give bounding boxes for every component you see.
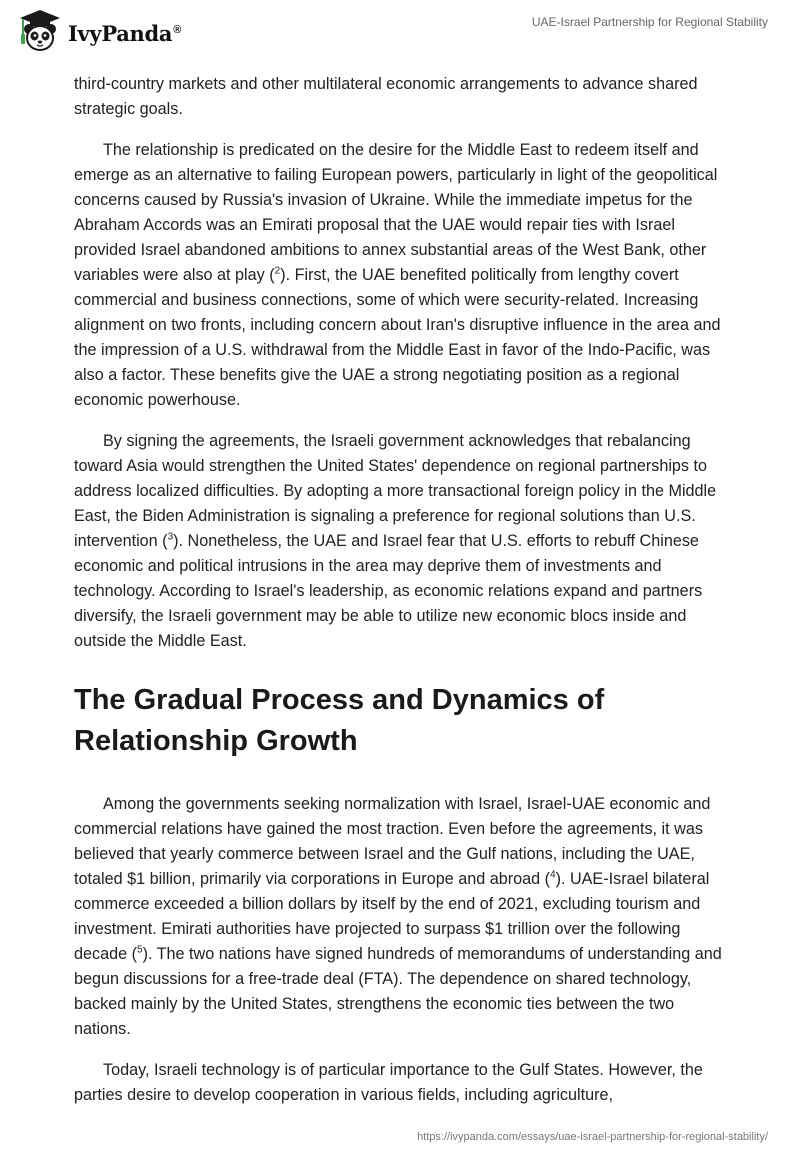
citation-3[interactable]: 3 [167, 531, 174, 543]
panda-graduate-icon [16, 8, 64, 52]
citation-5[interactable]: 5 [137, 944, 143, 956]
page-header [0, 0, 800, 60]
paragraph-continuation: third-country markets and other multilateral economic arrangements to advance shared strategic goals. [74, 75, 698, 118]
citation-4[interactable]: 4 [550, 869, 556, 881]
section-heading: The Gradual Process and Dynamics of Relationship Growth [74, 684, 605, 757]
citation-2[interactable]: 2 [274, 265, 281, 277]
ivypanda-logo[interactable] [16, 8, 181, 52]
logo-wordmark: IvyPanda® [68, 20, 182, 46]
source-url[interactable]: https://ivypanda.com/essays/uae-israel-partnership-for-regional-stability/ [417, 1131, 768, 1143]
running-title: UAE-Israel Partnership for Regional Stability [531, 15, 768, 29]
paragraph-agreements: By signing the agreements, the Israeli government acknowledges that rebalancing toward Asia would strengthen the United States' dependence on regional partnerships to address localized difficulties. By adopting a more transactional foreign policy in the Middle East, the Biden Administration is signaling a preference for regional solutions than U.S. intervention ($^3$). Nonetheless, the UAE and Israel fear that U.S. efforts to rebuff Chinese economic and political intrusions in the area may deprive them of investments and technology. According to Israel's leadership, as economic relations expand and partners diversify, the Israeli government may be able to utilize new economic blocs inside and outside the Middle East. [74, 432, 717, 650]
paragraph-normalization: Among the governments seeking normalization with Israel, Israel-UAE economic and commercial relations have gained the most traction. Even before the agreements, it was believed that yearly commerce between Israel and the Gulf nations, including the UAE, totaled $1 billion, primarily via corporations in Europe and abroad ($^4$). UAE-Israel bilateral commerce exceeded a billion dollars by itself by the end of 2021, excluding tourism and investment. Emirati authorities have projected to surpass $1 trillion over the following decade ($^5$). The two nations have signed hundreds of memorandums of understanding and begun discussions for a free-trade deal (FTA). The dependence on shared technology, backed mainly by the United States, strengthens the economic ties between the two nations. [74, 795, 722, 1038]
article-body [74, 72, 734, 1124]
paragraph-technology: Today, Israeli technology is of particular importance to the Gulf States. However, the parties desire to develop cooperation in various fields, including agriculture, [74, 1061, 703, 1104]
paragraph-relationship: The relationship is predicated on the desire for the Middle East to redeem itself and emerge as an alternative to failing European powers, particularly in light of the geopolitical concerns caused by Russia's invasion of Ukraine. While the immediate impetus for the Abraham Accords was an Emirati proposal that the UAE would repair ties with Israel provided Israel abandoned ambitions to annex substantial areas of the West Bank, other variables were also at play ($^2$). First, the UAE benefited politically from lengthy covert commercial and business connections, some of which were security-related. Increasing alignment on two fronts, including concern about Iran's disruptive influence in the area and the impression of a U.S. withdrawal from the Middle East in favor of the Indo-Pacific, was also a factor. These benefits give the UAE a strong negotiating position as a regional economic powerhouse. [74, 141, 721, 409]
